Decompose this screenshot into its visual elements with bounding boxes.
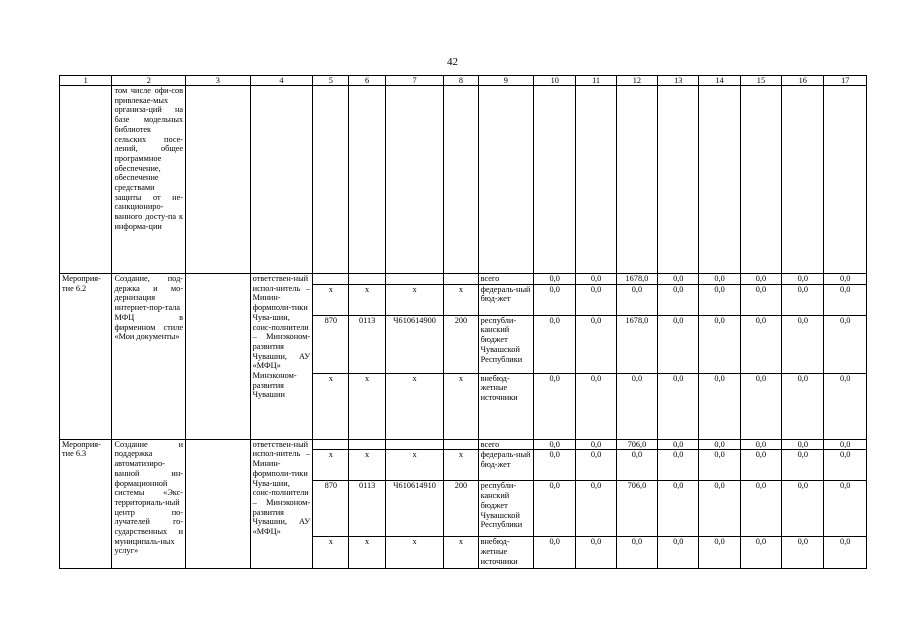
table-cell: x <box>385 284 444 315</box>
table-cell <box>349 439 385 450</box>
funding-source: федераль-ный бюд-жет <box>478 284 533 315</box>
activity-description: Создание и поддержка автоматизиро-ванной ин-формационной системы «Экс-территориаль-ный центр по-лучателей го-сударственных и муниципаль-ных услуг» <box>112 439 186 569</box>
table-cell: 0,0 <box>658 450 699 481</box>
header-cell: 1 <box>60 76 112 86</box>
table-cell: 0,0 <box>576 450 616 481</box>
table-cell: 0,0 <box>616 284 657 315</box>
table-row <box>60 439 867 450</box>
table-cell <box>313 274 349 285</box>
table-cell: 0,0 <box>699 284 740 315</box>
funding-source: внебюд-жетные источники <box>478 537 533 569</box>
table-cell: 0,0 <box>782 274 824 285</box>
table-cell: 0,0 <box>699 481 740 537</box>
table-cell: x <box>444 450 478 481</box>
table-cell: 0,0 <box>782 450 824 481</box>
header-cell: 7 <box>385 76 444 86</box>
table-cell: 0,0 <box>616 537 657 569</box>
funding-source: федераль-ный бюд-жет <box>478 450 533 481</box>
table-cell: 0,0 <box>824 481 867 537</box>
table-cell: 0,0 <box>616 373 657 439</box>
table-cell: 0,0 <box>576 537 616 569</box>
table-cell: 0,0 <box>740 315 781 373</box>
table-cell: 0,0 <box>740 537 781 569</box>
table-cell <box>444 274 478 285</box>
table-cell: 0,0 <box>740 481 781 537</box>
table-cell: 0,0 <box>534 450 576 481</box>
table-cell <box>349 274 385 285</box>
table-cell: 0,0 <box>658 274 699 285</box>
budget-table <box>59 75 867 569</box>
table-cell: 0,0 <box>658 439 699 450</box>
table-cell: 0,0 <box>824 439 867 450</box>
table-cell: x <box>349 450 385 481</box>
table-cell: 0,0 <box>534 284 576 315</box>
table-cell: x <box>349 537 385 569</box>
table-cell: 0113 <box>349 315 385 373</box>
header-cell: 6 <box>349 76 385 86</box>
table-cell: 0,0 <box>824 274 867 285</box>
table-cell: 0,0 <box>782 315 824 373</box>
table-cell: 0,0 <box>824 315 867 373</box>
page-number: 42 <box>447 56 458 68</box>
table-cell: x <box>313 450 349 481</box>
table-cell: 706,0 <box>616 439 657 450</box>
table-cell: 0,0 <box>576 284 616 315</box>
table-row <box>60 274 867 285</box>
table-cell: 0,0 <box>699 315 740 373</box>
table-cell: 0,0 <box>658 373 699 439</box>
table-cell: 0,0 <box>658 537 699 569</box>
header-cell: 4 <box>250 76 313 86</box>
table-cell: 0,0 <box>782 537 824 569</box>
funding-source: республи-канский бюджет Чувашской Республики <box>478 315 533 373</box>
table-cell: 200 <box>444 481 478 537</box>
table-cell <box>444 439 478 450</box>
funding-source: республи-канский бюджет Чувашской Республики <box>478 481 533 537</box>
activity-description: Создание, под-держка и мо-дернизация интернет-пор-тала МФЦ в фирменном стиле «Мои документы» <box>112 274 186 440</box>
table-cell: x <box>313 373 349 439</box>
table-cell: 0113 <box>349 481 385 537</box>
table-cell: x <box>444 373 478 439</box>
table-cell: Ч610614900 <box>385 315 444 373</box>
table-cell: 0,0 <box>576 274 616 285</box>
header-cell: 17 <box>824 76 867 86</box>
header-cell: 14 <box>699 76 740 86</box>
table-cell: 0,0 <box>576 439 616 450</box>
table-cell <box>385 274 444 285</box>
funding-source: внебюд-жетные источники <box>478 373 533 439</box>
responsible-executor: ответствен-ный испол-нитель – Минин-формполи-тики Чува-шии, соис-полнители – Минэконом-развития Чувашии, АУ «МФЦ» Минэконом-развития Чувашии <box>250 274 313 440</box>
table-cell: 0,0 <box>699 274 740 285</box>
table-cell <box>313 439 349 450</box>
header-cell: 13 <box>658 76 699 86</box>
table-cell: 870 <box>313 315 349 373</box>
table-cell: 0,0 <box>740 274 781 285</box>
header-cell: 16 <box>782 76 824 86</box>
funding-source: всего <box>478 274 533 285</box>
table-cell: 0,0 <box>740 439 781 450</box>
table-cell: Ч610614910 <box>385 481 444 537</box>
table-cell: 0,0 <box>534 439 576 450</box>
header-cell: 3 <box>186 76 251 86</box>
table-cell <box>385 439 444 450</box>
table-cell: 0,0 <box>658 315 699 373</box>
table-cell: 0,0 <box>782 481 824 537</box>
header-cell: 2 <box>112 76 186 86</box>
table-cell: 0,0 <box>534 274 576 285</box>
table-cell: 870 <box>313 481 349 537</box>
table-cell: 0,0 <box>534 373 576 439</box>
header-cell: 12 <box>616 76 657 86</box>
table-cell: 0,0 <box>740 450 781 481</box>
table-cell: 0,0 <box>534 315 576 373</box>
table-cell: 0,0 <box>782 284 824 315</box>
continuation-row <box>60 86 867 274</box>
table-cell: 0,0 <box>824 537 867 569</box>
header-cell: 5 <box>313 76 349 86</box>
header-cell: 15 <box>740 76 781 86</box>
table-cell: 0,0 <box>658 284 699 315</box>
table-cell: x <box>313 537 349 569</box>
table-cell: 0,0 <box>616 450 657 481</box>
table-cell: 0,0 <box>534 481 576 537</box>
table-cell: 0,0 <box>824 450 867 481</box>
table-cell: 0,0 <box>824 373 867 439</box>
header-row <box>60 76 867 86</box>
table-cell: x <box>444 537 478 569</box>
responsible-executor: ответствен-ный испол-нитель – Минин-формполи-тики Чува-шии, соис-полнители – Минэконом-развития Чувашии, АУ «МФЦ» <box>250 439 313 569</box>
header-cell: 9 <box>478 76 533 86</box>
header-cell: 11 <box>576 76 616 86</box>
activity-id: Мероприя-тие 6.3 <box>60 439 112 569</box>
table-cell: 0,0 <box>658 481 699 537</box>
continuation-description: том числе офи-сов привлекае-мых организа-ций на базе модельных библиотек сельских посе-лений, общее программное обеспечение, обеспечение средствами защиты от не-санкциониро-ванного досту-па к информа-ции <box>112 86 186 274</box>
table-cell: 0,0 <box>782 439 824 450</box>
table-cell: 0,0 <box>740 373 781 439</box>
table-cell: x <box>349 373 385 439</box>
table-cell: 0,0 <box>782 373 824 439</box>
table-cell: 0,0 <box>740 284 781 315</box>
activity-id: Мероприя-тие 6.2 <box>60 274 112 440</box>
table-cell: 0,0 <box>576 481 616 537</box>
table-cell: 706,0 <box>616 481 657 537</box>
table-cell: 0,0 <box>824 284 867 315</box>
table-cell: 1678,0 <box>616 274 657 285</box>
table-cell: x <box>385 537 444 569</box>
table-cell: x <box>385 450 444 481</box>
table-cell: x <box>385 373 444 439</box>
table-cell: 0,0 <box>576 315 616 373</box>
table-cell: 0,0 <box>699 373 740 439</box>
table-cell: 0,0 <box>699 537 740 569</box>
table-cell: 200 <box>444 315 478 373</box>
header-cell: 10 <box>534 76 576 86</box>
table-cell: x <box>349 284 385 315</box>
table-cell: 1678,0 <box>616 315 657 373</box>
table-cell: x <box>313 284 349 315</box>
header-cell: 8 <box>444 76 478 86</box>
funding-source: всего <box>478 439 533 450</box>
table-cell: 0,0 <box>699 450 740 481</box>
table-cell: 0,0 <box>534 537 576 569</box>
table-cell: 0,0 <box>699 439 740 450</box>
table-cell: 0,0 <box>576 373 616 439</box>
table-cell: x <box>444 284 478 315</box>
